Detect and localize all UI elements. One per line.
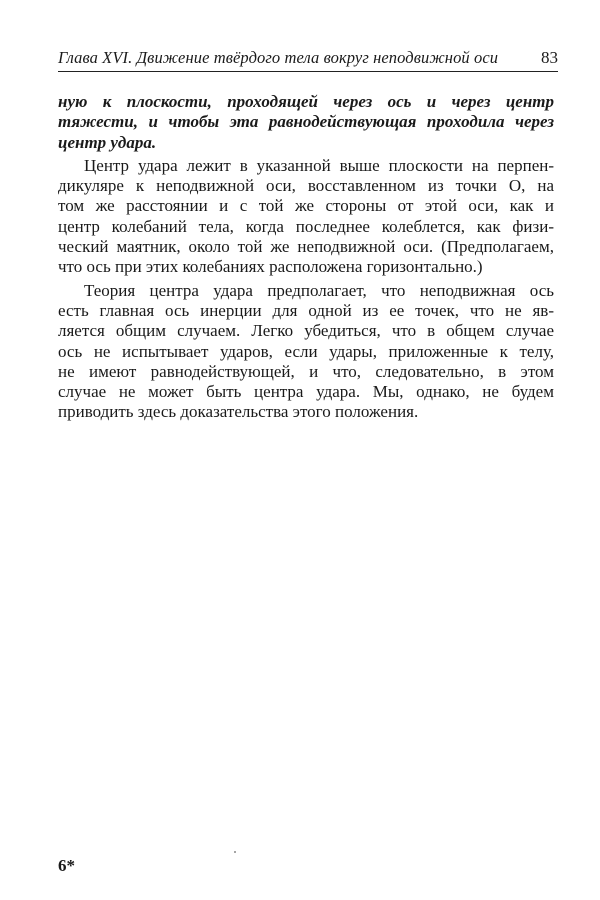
text-line: есть главная ось инерции для одной из ее точек, что не яв- bbox=[58, 300, 554, 320]
signature-mark: 6* bbox=[58, 856, 75, 875]
running-head bbox=[58, 40, 558, 72]
text-line: ную к плоскости, проходящей через ось и через центр bbox=[58, 92, 554, 111]
text-line: ось не испытывает ударов, если удары, приложенные к телу, bbox=[58, 341, 554, 361]
text-line: тяжести, и чтобы эта равнодействующая проходила через bbox=[58, 112, 554, 132]
text-line: что ось при этих колебаниях расположена горизонтально.) bbox=[58, 257, 483, 277]
text-line: ческий маятник, около той же неподвижной оси. (Предполагаем, bbox=[58, 237, 554, 257]
text-line: центр колебаний тела, когда последнее колеблется, как физи- bbox=[58, 216, 554, 236]
paragraph-theory bbox=[58, 281, 554, 423]
paragraph-center-of-percussion bbox=[58, 156, 554, 278]
body-text bbox=[58, 92, 554, 426]
text-line: том же расстоянии и с той же стороны от этой оси, как и bbox=[58, 196, 554, 216]
text-line: центр удара. bbox=[58, 132, 157, 152]
text-line: не имеют равнодействующей, и что, следовательно, в этом bbox=[58, 361, 554, 381]
text-line: случае не может быть центра удара. Мы, однако, не будем bbox=[58, 382, 554, 402]
text-line: Теория центра удара предполагает, что неподвижная ось bbox=[84, 280, 554, 300]
text-line: дикуляре к неподвижной оси, восставленном из точки O, на bbox=[58, 176, 554, 196]
text-line: приводить здесь доказательства этого положения. bbox=[58, 402, 419, 422]
print-speck bbox=[234, 851, 236, 853]
text-line: ляется общим случаем. Легко убедиться, что в общем случае bbox=[58, 321, 554, 341]
text-line: Центр удара лежит в указанной выше плоскости на перпен- bbox=[84, 155, 554, 175]
page-number: 83 bbox=[541, 48, 558, 67]
paragraph-conclusion bbox=[58, 92, 554, 153]
running-title: Глава XVI. Движение твёрдого тела вокруг неподвижной оси bbox=[58, 48, 499, 67]
